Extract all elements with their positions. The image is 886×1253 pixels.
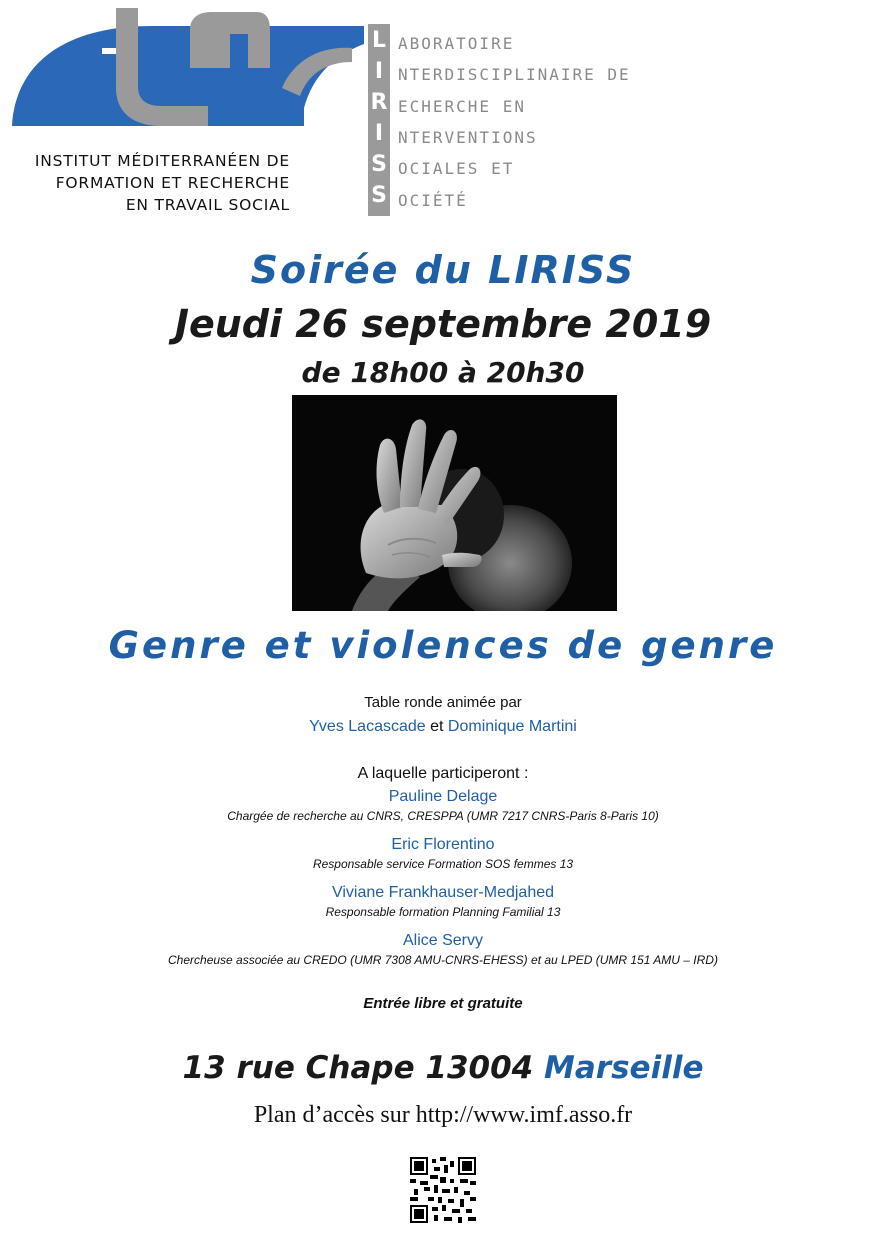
participant-name: Pauline Delage (388, 788, 498, 805)
imf-name-line-1: INSTITUT MÉDITERRANÉEN DE (34, 152, 290, 170)
liriss-letter-i: I (374, 59, 384, 84)
round-table-intro: Table ronde animée par (364, 694, 522, 711)
liriss-line-1: ABORATOIRE (398, 34, 515, 53)
event-date: Jeudi 26 septembre 2019 (174, 302, 712, 346)
liriss-line-5: OCIALES ET (398, 159, 515, 178)
participant-name: Eric Florentino (391, 836, 495, 853)
participant-role: Chercheuse associée au CREDO (UMR 7308 AMU-CNRS-EHESS) et au LPED (UMR 151 AMU – IRD) (168, 953, 718, 967)
moderator-2: Dominique Martini (447, 718, 577, 735)
theme-title: Genre et violences de genre (108, 624, 778, 667)
liriss-letter-l: L (371, 28, 387, 53)
address (0, 1050, 886, 1086)
participant-role: Chargée de recherche au CNRS, CRESPPA (UMR 7217 CNRS-Paris 8-Paris 10) (227, 809, 659, 823)
liriss-line-3: ECHERCHE EN (398, 97, 526, 116)
raised-hand-icon (292, 395, 617, 611)
liriss-letter-s: S (371, 152, 387, 177)
liriss-line-4: NTERVENTIONS (398, 128, 538, 147)
raised-hand-photo (292, 395, 617, 611)
entry-info: Entrée libre et gratuite (363, 995, 523, 1012)
qr-code-icon[interactable] (410, 1157, 476, 1223)
liriss-letter-r: R (370, 90, 388, 115)
participant-name: Viviane Frankhauser-Medjahed (331, 884, 555, 901)
imf-logo (12, 8, 364, 138)
participant-name: Alice Servy (402, 932, 484, 949)
participant-role: Responsable formation Planning Familial 13 (325, 905, 561, 919)
address-street: 13 rue Chape 13004 (182, 1050, 534, 1086)
liriss-letter-i2: I (374, 121, 384, 146)
address-city: Marseille (544, 1050, 704, 1086)
participants-intro: A laquelle participeront : (357, 765, 529, 782)
moderators-line (0, 718, 886, 736)
event-title: Soirée du LIRISS (250, 248, 636, 292)
moderators-connector: et (430, 718, 444, 735)
participant-role: Responsable service Formation SOS femmes 13 (312, 857, 574, 871)
access-link[interactable]: Plan d’accès sur http://www.imf.asso.fr (253, 1102, 633, 1128)
moderator-1: Yves Lacascade (309, 718, 426, 735)
event-time: de 18h00 à 20h30 (301, 356, 585, 389)
liriss-line-6: OCIÉTÉ (398, 191, 468, 210)
liriss-line-2: NTERDISCIPLINAIRE DE (398, 65, 631, 84)
liriss-letter-s2: S (371, 183, 387, 208)
imf-name-line-2: FORMATION ET RECHERCHE (55, 174, 290, 192)
liriss-vertical-bar (368, 24, 390, 216)
imf-name-line-3: EN TRAVAIL SOCIAL (125, 196, 290, 214)
